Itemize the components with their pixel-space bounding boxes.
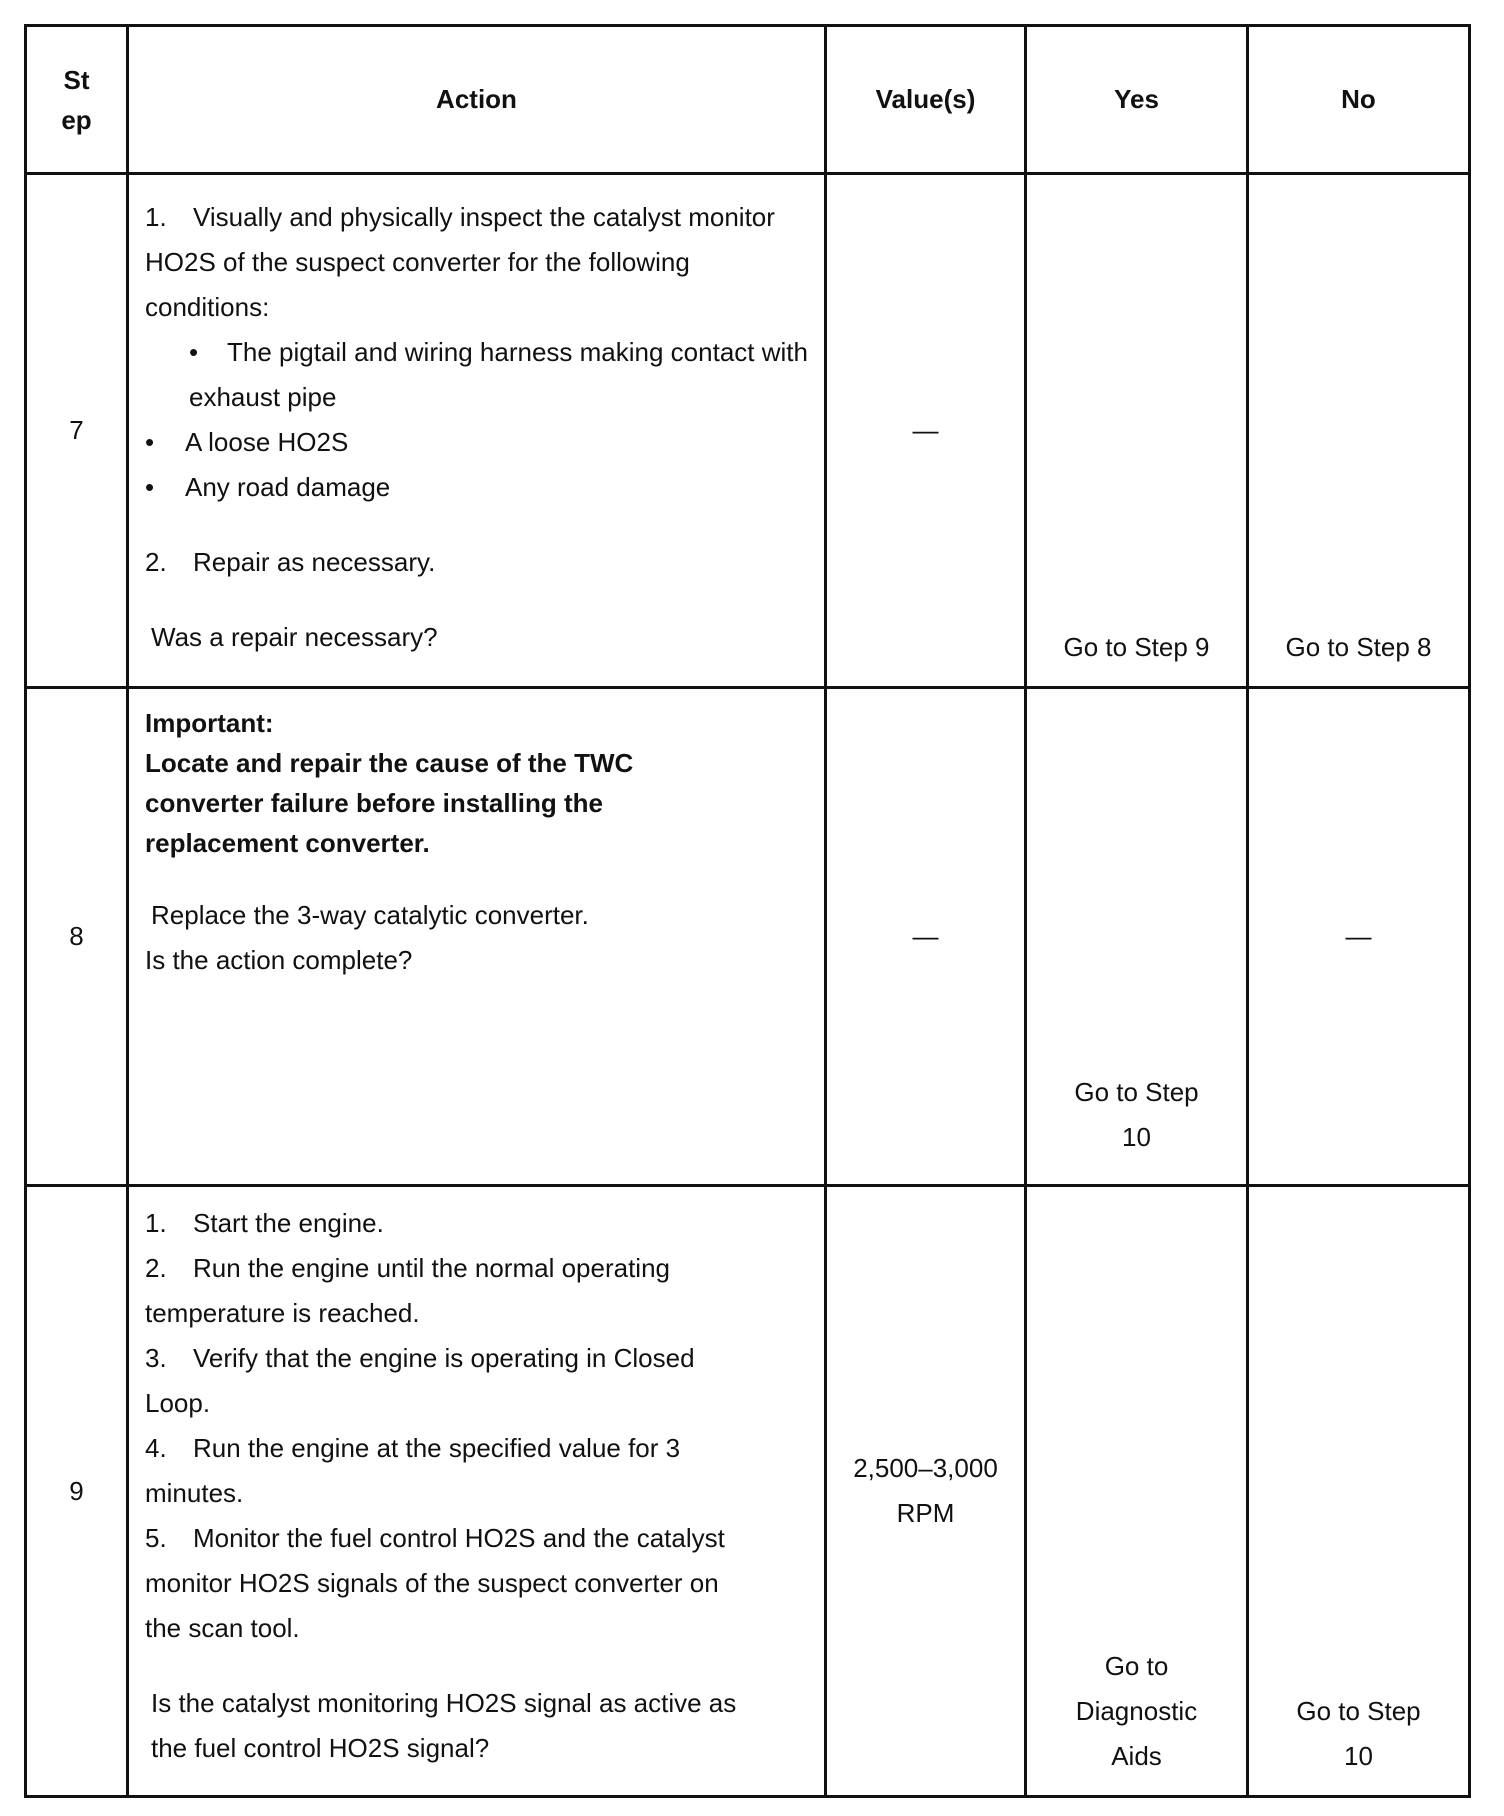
action-line: Replace the 3-way catalytic converter. <box>151 899 589 930</box>
action-item: 5. Monitor the fuel control HO2S and the catalyst monitor HO2S signals of the suspect converter on the scan tool. <box>145 1523 725 1644</box>
action-item: 1. Start the engine. <box>145 1208 384 1239</box>
step-number: 8 <box>26 687 128 1185</box>
action-subitem: • A loose HO2S <box>145 427 349 458</box>
value-cell: — <box>826 174 1026 687</box>
action-cell <box>128 1186 826 1797</box>
table-row-step-9 <box>26 1186 1470 1797</box>
yes-cell: Go to Diagnostic Aids <box>1026 1186 1248 1797</box>
important-note: Locate and repair the cause of the TWC converter failure before installing the replacement converter. <box>145 747 634 858</box>
diagnostic-table <box>24 24 1471 1798</box>
no-cell: Go to Step 8 <box>1248 174 1470 687</box>
step-number: 9 <box>26 1186 128 1797</box>
action-cell <box>128 174 826 687</box>
table-row-step-7 <box>26 174 1470 687</box>
action-item: 1. Visually and physically inspect the catalyst monitor HO2S of the suspect converter for the following conditions: <box>145 202 775 323</box>
header-step: St ep <box>26 26 128 174</box>
action-question: Was a repair necessary? <box>151 622 438 653</box>
header-action: Action <box>128 26 826 174</box>
action-item: 4. Run the engine at the specified value for 3 minutes. <box>145 1433 681 1509</box>
action-item: 2. Repair as necessary. <box>145 547 436 578</box>
header-row <box>26 26 1470 174</box>
step-number: 7 <box>26 174 128 687</box>
table-row-step-8 <box>26 687 1470 1185</box>
header-yes: Yes <box>1026 26 1248 174</box>
header-no: No <box>1248 26 1470 174</box>
action-item: 3. Verify that the engine is operating in Closed Loop. <box>145 1343 695 1419</box>
value-cell: — <box>826 687 1026 1185</box>
yes-cell: Go to Step 10 <box>1026 687 1248 1185</box>
action-question: Is the action complete? <box>145 944 413 975</box>
action-subitem: • The pigtail and wiring harness making contact with exhaust pipe <box>189 337 808 413</box>
header-values: Value(s) <box>826 26 1026 174</box>
no-cell: — <box>1248 687 1470 1185</box>
important-label: Important: <box>145 707 274 738</box>
action-item: 2. Run the engine until the normal operating temperature is reached. <box>145 1253 670 1329</box>
yes-cell: Go to Step 9 <box>1026 174 1248 687</box>
action-subitem: • Any road damage <box>145 472 391 503</box>
no-cell: Go to Step 10 <box>1248 1186 1470 1797</box>
action-cell <box>128 687 826 1185</box>
action-question: Is the catalyst monitoring HO2S signal as active as the fuel control HO2S signal? <box>151 1688 737 1764</box>
value-cell: 2,500–3,000 RPM <box>826 1186 1026 1797</box>
